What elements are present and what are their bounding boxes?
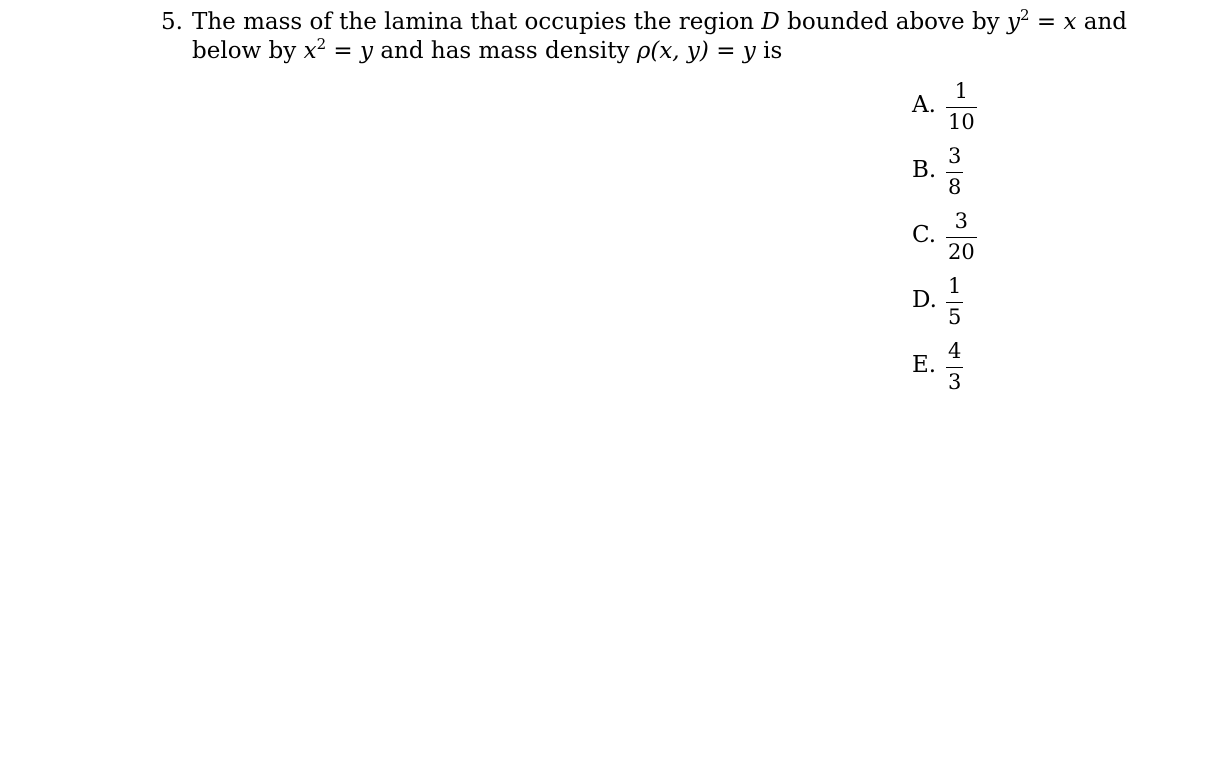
choice-label: D. — [912, 287, 937, 313]
fraction-numerator: 3 — [948, 144, 962, 168]
lower-bound-y: y — [360, 38, 374, 64]
fraction-denominator: 5 — [948, 305, 962, 330]
fraction-bar — [946, 172, 963, 173]
question-text-2b: and has mass density — [373, 38, 637, 64]
question-text-1b: bounded above by — [779, 9, 1007, 35]
choice-fraction — [946, 340, 963, 394]
question-line-2 — [161, 37, 1086, 66]
fraction-denominator: 20 — [948, 240, 975, 265]
fraction-bar — [946, 367, 963, 368]
upper-bound-equals: = — [1029, 9, 1064, 35]
fraction-denominator: 3 — [948, 370, 962, 395]
density-function: ρ(x, y) — [636, 38, 709, 64]
choice-fraction — [946, 80, 977, 134]
upper-bound-x: x — [1063, 9, 1077, 35]
question-text-2c: is — [755, 38, 783, 64]
question-line-1-content — [161, 8, 1127, 37]
question-line-1 — [161, 6, 1127, 37]
choice-label: A. — [912, 92, 936, 118]
choice-fraction — [946, 145, 963, 199]
fraction-numerator: 4 — [948, 339, 962, 363]
choice-fraction — [946, 275, 963, 329]
density-equals: = — [708, 38, 743, 64]
question-number: 5. — [161, 9, 183, 35]
lower-bound-x: x — [303, 38, 317, 64]
upper-bound-exponent: 2 — [1019, 6, 1030, 24]
question-text-1c: and — [1076, 9, 1127, 35]
question-5 — [161, 6, 1127, 66]
upper-bound-y: y — [1006, 9, 1020, 35]
fraction-numerator: 1 — [948, 274, 962, 298]
choice-fraction — [946, 210, 977, 264]
fraction-bar — [946, 107, 977, 108]
region-variable: D — [761, 9, 780, 35]
fraction-numerator: 1 — [954, 79, 969, 103]
fraction-bar — [946, 237, 977, 238]
lower-bound-equals: = — [326, 38, 361, 64]
choice-label: B. — [912, 157, 937, 183]
fraction-denominator: 8 — [948, 175, 962, 200]
fraction-numerator: 3 — [954, 209, 969, 233]
choice-label: C. — [912, 222, 937, 248]
lower-bound-exponent: 2 — [316, 35, 327, 53]
question-text-2a: below by — [192, 38, 304, 64]
density-y: y — [742, 38, 756, 64]
fraction-denominator: 10 — [948, 110, 975, 135]
fraction-bar — [946, 302, 963, 303]
choice-label: E. — [912, 352, 937, 378]
question-text-1a: The mass of the lamina that occupies the region — [192, 9, 762, 35]
